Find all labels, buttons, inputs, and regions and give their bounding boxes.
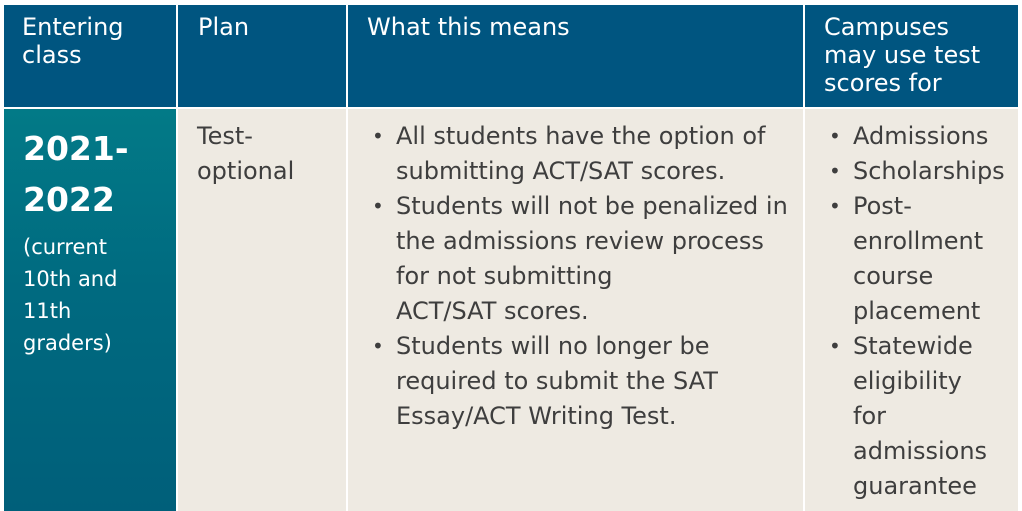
list-item xyxy=(368,189,793,329)
bullet-icon: • xyxy=(829,124,841,148)
list-item xyxy=(368,119,793,189)
list-item-line: Admissions xyxy=(853,122,989,150)
plan-cell xyxy=(178,109,346,511)
list-item xyxy=(825,329,1012,504)
means-list xyxy=(368,119,793,434)
note-line: graders) xyxy=(23,331,112,355)
admissions-table xyxy=(4,5,1016,511)
year-line: 2022 xyxy=(23,180,115,219)
use-list xyxy=(825,119,1012,504)
bullet-icon: • xyxy=(829,159,841,183)
list-item-line: guarantee xyxy=(853,472,977,500)
header-campuses-use-line: Campuses xyxy=(824,13,950,41)
what-this-means-cell xyxy=(348,109,803,511)
list-item-line: submitting ACT/SAT scores. xyxy=(396,157,726,185)
list-item-line: course xyxy=(853,262,934,290)
list-item-line: placement xyxy=(853,297,981,325)
list-item xyxy=(825,119,1012,154)
note-line: 10th and xyxy=(23,267,118,291)
bullet-icon: • xyxy=(372,124,384,148)
list-item xyxy=(825,189,1012,329)
header-what-this-means xyxy=(348,5,803,107)
header-campuses-use xyxy=(805,5,1018,107)
list-item-line: enrollment xyxy=(853,227,984,255)
list-item-line: Post- xyxy=(853,192,912,220)
header-campuses-use-line: scores for xyxy=(824,69,942,97)
list-item-line: eligibility xyxy=(853,367,962,395)
header-entering-class-line: class xyxy=(22,41,82,69)
note-line: (current xyxy=(23,235,107,259)
list-item-line: ACT/SAT scores. xyxy=(396,297,589,325)
header-entering-class-line: Entering xyxy=(22,13,124,41)
list-item-line: Students will no longer be xyxy=(396,332,710,360)
list-item-line: Scholarships xyxy=(853,157,1005,185)
entering-class-note xyxy=(23,231,168,359)
list-item-line: for not submitting xyxy=(396,262,613,290)
plan-line: Test- xyxy=(197,122,253,150)
entering-class-cell xyxy=(4,109,176,511)
campuses-use-cell xyxy=(805,109,1018,511)
list-item-line: Students will not be penalized in xyxy=(396,192,788,220)
bullet-icon: • xyxy=(829,194,841,218)
note-line: 11th xyxy=(23,299,72,323)
list-item-line: admissions xyxy=(853,437,988,465)
header-plan-label: Plan xyxy=(198,13,250,41)
header-entering-class xyxy=(4,5,176,107)
list-item xyxy=(825,154,1012,189)
bullet-icon: • xyxy=(372,334,384,358)
list-item-line: for xyxy=(853,402,886,430)
list-item-line: All students have the option of xyxy=(396,122,766,150)
bullet-icon: • xyxy=(829,334,841,358)
plan-line: optional xyxy=(197,157,295,185)
entering-class-year xyxy=(23,123,168,225)
bullet-icon: • xyxy=(372,194,384,218)
list-item-line: required to submit the SAT xyxy=(396,367,718,395)
year-line: 2021- xyxy=(23,129,129,168)
list-item xyxy=(368,329,793,434)
header-plan xyxy=(178,5,346,107)
list-item-line: Essay/ACT Writing Test. xyxy=(396,402,677,430)
list-item-line: the admissions review process xyxy=(396,227,764,255)
list-item-line: Statewide xyxy=(853,332,973,360)
header-campuses-use-line: may use test xyxy=(824,41,981,69)
header-what-this-means-label: What this means xyxy=(367,13,570,41)
